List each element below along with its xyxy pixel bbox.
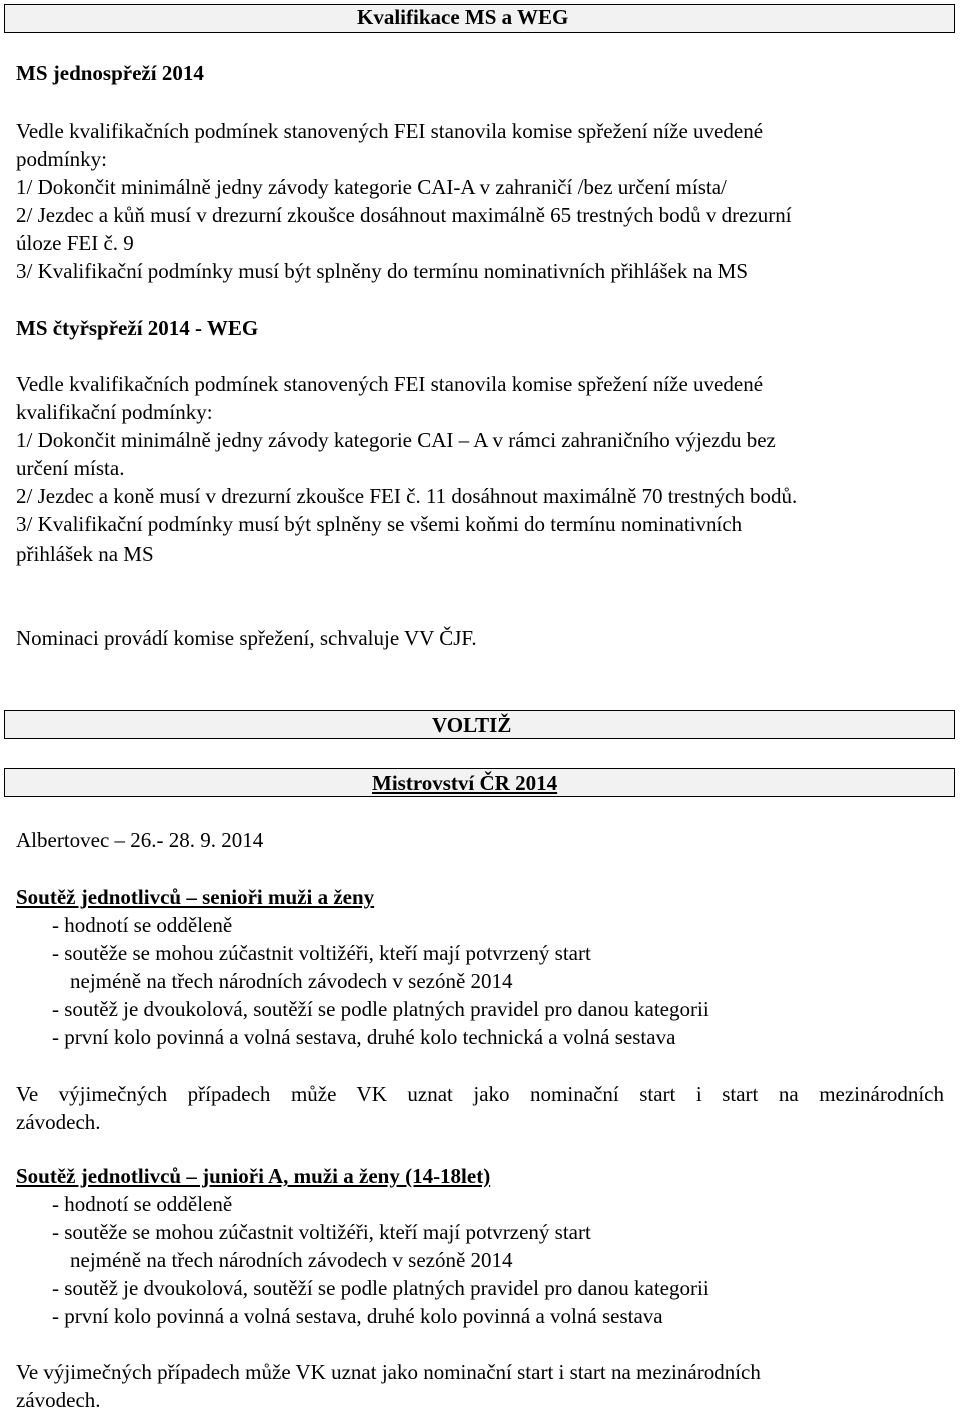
ms-four-line: Vedle kvalifikačních podmínek stanovených FEI stanovila komise spřežení níže uvedené: [16, 372, 764, 396]
seniors-item: nejméně na třech národních závodech v sezóně 2014: [70, 969, 513, 993]
ms-four-line: kvalifikační podmínky:: [16, 400, 213, 424]
championship-title: Mistrovství ČR 2014: [372, 771, 558, 795]
voltiz-title: VOLTIŽ: [432, 713, 512, 737]
ms-four-line: 1/ Dokončit minimálně jedny závody kategorie CAI – A v rámci zahraničního výjezdu bez: [16, 428, 776, 452]
seniors-item: - hodnotí se odděleně: [52, 913, 233, 937]
seniors-item: - soutěž je dvoukolová, soutěží se podle platných pravidel pro danou kategorii: [52, 997, 709, 1021]
seniors-heading: Soutěž jednotlivců – senioři muži a ženy: [16, 885, 375, 909]
seniors-item: - soutěže se mohou zúčastnit voltižéři, kteří mají potvrzený start: [52, 941, 591, 965]
juniors-exception-end: závodech.: [16, 1388, 101, 1412]
juniors-item: - hodnotí se odděleně: [52, 1192, 233, 1216]
ms-single-heading: MS jednospřeží 2014: [16, 61, 204, 85]
ms-single-line: Vedle kvalifikačních podmínek stanovených FEI stanovila komise spřežení níže uvedené: [16, 119, 764, 143]
ms-four-heading: MS čtyřspřeží 2014 - WEG: [16, 316, 259, 340]
juniors-item: - soutěže se mohou zúčastnit voltižéři, kteří mají potvrzený start: [52, 1220, 591, 1244]
seniors-exception-end: závodech.: [16, 1110, 101, 1134]
ms-four-line: 2/ Jezdec a koně musí v drezurní zkoušce FEI č. 11 dosáhnout maximálně 70 trestných bodů.: [16, 484, 798, 508]
ms-single-line: 3/ Kvalifikační podmínky musí být splněny do termínu nominativních přihlášek na MS: [16, 259, 748, 283]
ms-single-line: 1/ Dokončit minimálně jedny závody kategorie CAI-A v zahraničí /bez určení místa/: [16, 175, 727, 199]
juniors-item: - soutěž je dvoukolová, soutěží se podle platných pravidel pro danou kategorii: [52, 1276, 709, 1300]
ms-four-line: přihlášek na MS: [16, 542, 154, 566]
ms-four-line: určení místa.: [16, 456, 125, 480]
juniors-exception: Ve výjimečných případech může VK uznat jako nominační start i start na mezinárodních: [16, 1360, 761, 1384]
ms-single-line: 2/ Jezdec a kůň musí v drezurní zkoušce dosáhnout maximálně 65 trestných bodů v drezurní: [16, 203, 792, 227]
header-band-title: Kvalifikace MS a WEG: [357, 5, 569, 29]
seniors-item: - první kolo povinná a volná sestava, druhé kolo technická a volná sestava: [52, 1025, 676, 1049]
ms-four-line: 3/ Kvalifikační podmínky musí být splněny se všemi koňmi do termínu nominativních: [16, 512, 743, 536]
venue-text: Albertovec – 26.- 28. 9. 2014: [16, 828, 264, 852]
ms-single-line: úloze FEI č. 9: [16, 231, 134, 255]
nomination-text: Nominaci provádí komise spřežení, schvaluje VV ČJF.: [16, 626, 477, 650]
juniors-item: - první kolo povinná a volná sestava, druhé kolo povinná a volná sestava: [52, 1304, 663, 1328]
juniors-item: nejméně na třech národních závodech v sezóně 2014: [70, 1248, 513, 1272]
ms-single-line: podmínky:: [16, 147, 108, 171]
juniors-heading: Soutěž jednotlivců – junioři A, muži a ženy (14-18let): [16, 1164, 491, 1188]
seniors-exception: Ve výjimečných případech může VK uznat jako nominační start i start na mezinárodních: [16, 1082, 944, 1106]
